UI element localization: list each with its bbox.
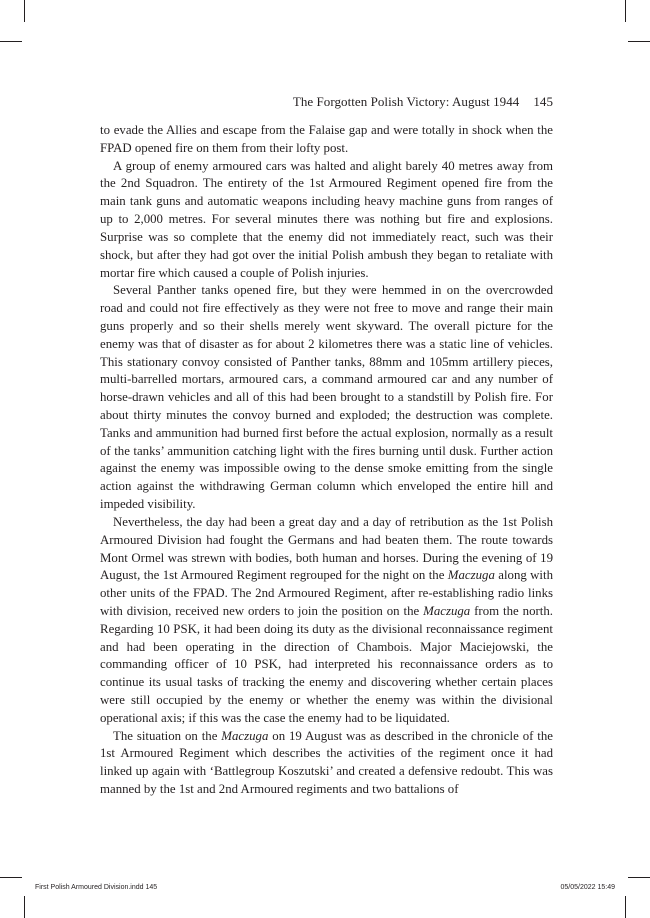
text-run: Nevertheless, the day had been a great day and a day of retribution as the 1st Polish Armoured Division had fought the Germans and had beaten them. The route towards Mont Ormel was strewn with bodies, both human and horses. During the evening of 19 August, the 1st Armoured Regiment regrouped for the night on the — [100, 514, 553, 583]
crop-mark — [628, 41, 650, 42]
italic-term: Maczuga — [423, 603, 471, 618]
crop-mark — [24, 0, 25, 22]
crop-mark — [0, 41, 22, 42]
text-run: The situation on the — [113, 728, 222, 743]
crop-mark — [24, 896, 25, 918]
paragraph — [100, 514, 553, 728]
text-run: on 19 August was as described in the chronicle of the 1st Armoured Regiment which describes the activities of the regiment once it had linked up again with ‘Battlegroup Koszutski’ and created a defensive redoubt. This was manned by the 1st and 2nd Armoured regiments and two battalions of — [100, 728, 553, 797]
crop-mark — [0, 877, 22, 878]
text-run: from the north. Regarding 10 PSK, it had been doing its duty as the divisional reconnaissance regiment and had been operating in the direction of Chambois. Major Maciejowski, the commanding officer of 10 PSK, had interpreted his reconnaissance orders as to continue its usual tasks of tracking the enemy and discovering whether certain places were still occupied by the enemy or whether the enemy was within the divisional operational axis; if this was the case the enemy had to be liquidated. — [100, 603, 553, 725]
italic-term: Maczuga — [221, 728, 269, 743]
italic-term: Maczuga — [447, 568, 495, 583]
page-number: 145 — [533, 94, 553, 109]
crop-mark — [625, 0, 626, 22]
paragraph: Several Panther tanks opened fire, but they were hemmed in on the overcrowded road and could not fire effectively as they were not free to move and range their main guns properly and so their shells merely went skyward. The overall picture for the enemy was that of disaster as for about 2 kilometres there was a static line of vehicles. This stationary convoy consisted of Panther tanks, 88mm and 105mm artillery pieces, multi-barrelled mortars, armoured cars, a command armoured car and any number of horse-drawn vehicles and all of this had been brought to a standstill by Polish fire. For about thirty minutes the convoy burned and exploded; the destruction was complete. Tanks and ammunition had burned first before the actual explosion, normally as a result of the tanks’ ammunition catching light with the fires burning until dusk. Further action against the enemy was impossible owing to the dense smoke emitting from the single action against the withdrawing German column which enveloped the entire hill and impeded visibility. — [100, 283, 553, 512]
running-head — [100, 94, 553, 110]
body-text — [100, 122, 553, 799]
text-run: along with other units of the FPAD. The 2nd Armoured Regiment, after re-establishing radio links with division, received new orders to join the position on the — [100, 568, 553, 618]
paragraph: to evade the Allies and escape from the Falaise gap and were totally in shock when the FPAD opened fire on them from their lofty post. — [100, 123, 553, 155]
slug-file: First Polish Armoured Division.indd 145 — [35, 884, 158, 891]
crop-mark — [628, 877, 650, 878]
paragraph: A group of enemy armoured cars was halted and alight barely 40 metres away from the 2nd Squadron. The entirety of the 1st Armoured Regiment opened fire from the main tank guns and automatic weapons including heavy machine guns from ranges of up to 2,000 metres. For several minutes there was nothing but fire and explosions. Surprise was so complete that the enemy did not immediately react, such was their shock, but after they had got over the initial Polish ambush they began to retaliate with mortar fire which caused a couple of Polish injuries. — [100, 158, 553, 280]
running-title: The Forgotten Polish Victory: August 1944 — [292, 94, 520, 109]
crop-mark — [625, 896, 626, 918]
slug-datetime: 05/05/2022 15:49 — [560, 884, 615, 891]
paragraph — [100, 728, 553, 799]
